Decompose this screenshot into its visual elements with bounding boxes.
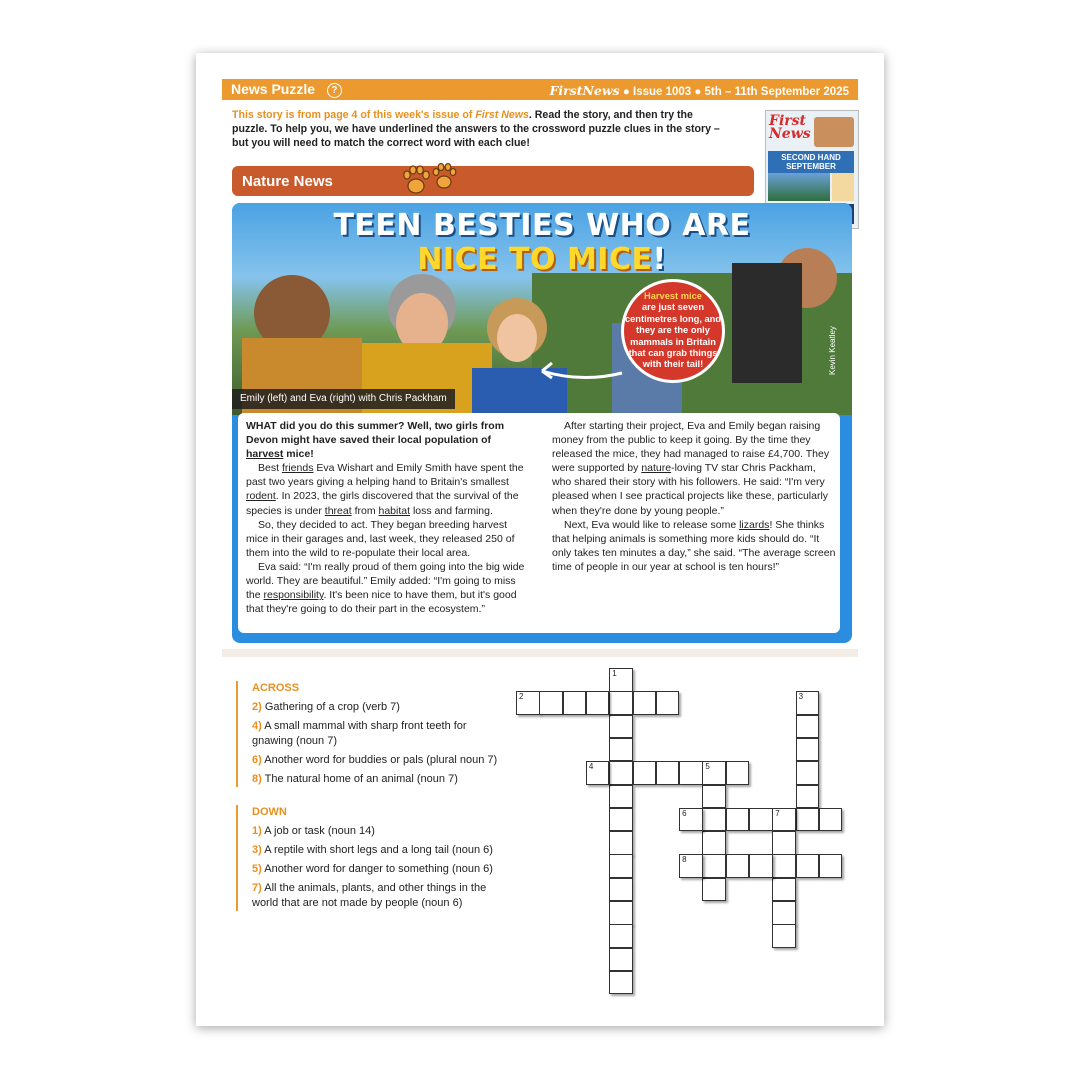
intro-publication: First News [475, 109, 529, 121]
crossword-cell[interactable] [609, 715, 633, 739]
cover-headline: SECOND HAND SEPTEMBER [768, 151, 854, 173]
down-heading: DOWN [252, 806, 287, 818]
clue-across-4: 4) A small mammal with sharp front teeth for gnawing (noun 7) [252, 720, 467, 747]
crossword-clue-number: 2 [519, 692, 524, 702]
crossword-cell[interactable] [749, 854, 773, 878]
crossword-cell[interactable] [702, 831, 726, 855]
crossword-cell[interactable] [749, 808, 773, 832]
crossword-clues [236, 681, 506, 915]
crossword-cell[interactable] [772, 831, 796, 855]
clue-down-7: 7) All the animals, plants, and other things in the world that are not made by people (noun 6) [252, 882, 487, 909]
crossword-cell[interactable] [656, 691, 680, 715]
crossword-cell[interactable] [633, 761, 657, 785]
crossword-cell[interactable] [609, 831, 633, 855]
article-paragraph: Next, Eva would like to release some lizards! She thinks that helping animals is something more kids should do. “It only takes ten minutes a day,” she said. “The average screen time of people in our year at school is ten hours!” [552, 518, 836, 573]
crossword-cell[interactable] [796, 715, 820, 739]
section-label: Nature News [242, 173, 333, 190]
article-column-left [246, 419, 530, 616]
crossword-cell[interactable] [772, 901, 796, 925]
clue-across-8: 8) The natural home of an animal (noun 7) [252, 773, 458, 785]
crossword-clue-number: 3 [798, 692, 804, 702]
article-column-right [552, 419, 836, 574]
crossword-cell[interactable] [702, 808, 726, 832]
paw-prints-icon [400, 160, 464, 200]
issue-info: ● Issue 1003 ● 5th – 11th September 2025 [622, 86, 849, 98]
crossword-cell[interactable] [609, 668, 633, 692]
crossword-cell[interactable] [586, 761, 610, 785]
fact-bubble-text: are just seven centimetres long, and they are the only mammals in Britain that can grab things with their tail! [624, 302, 722, 370]
crossword-cell[interactable] [819, 808, 843, 832]
crossword-clue-number: 5 [705, 762, 710, 772]
fact-bubble-title: Harvest mice [644, 291, 702, 301]
crossword-cell[interactable] [609, 808, 633, 832]
crossword-cell[interactable] [772, 878, 796, 902]
crossword-cell[interactable] [796, 785, 820, 809]
crossword-cell[interactable] [609, 785, 633, 809]
crossword-cell[interactable] [702, 761, 726, 785]
across-heading: ACROSS [252, 682, 300, 694]
crossword-cell[interactable] [702, 785, 726, 809]
crossword-cell[interactable] [726, 761, 750, 785]
clue-across-2: 2) Gathering of a crop (verb 7) [252, 701, 400, 713]
crossword-cell[interactable] [609, 948, 633, 972]
crossword-clue-number: 6 [682, 808, 687, 818]
crossword-cell[interactable] [679, 808, 703, 832]
crossword-clue-number: 1 [612, 669, 617, 678]
crossword-cell[interactable] [609, 854, 633, 878]
intro-rest: . Read the story, and then try the puzzle. To help you, we have underlined the answers to the crossword puzzle clues in the story – but you will need to match the correct word with each clue! [232, 109, 720, 149]
crossword-cell[interactable] [679, 854, 703, 878]
crossword-cell[interactable] [563, 691, 587, 715]
section-title: News Puzzle [231, 81, 316, 97]
crossword-cell[interactable] [586, 691, 610, 715]
crossword-cell[interactable] [726, 854, 750, 878]
crossword-cell[interactable] [656, 761, 680, 785]
crossword-cell[interactable] [772, 924, 796, 948]
article-card [232, 203, 852, 643]
cover-masthead: First News [769, 113, 811, 142]
crossword-cell[interactable] [633, 691, 657, 715]
crossword-clue-number: 7 [775, 808, 780, 818]
clue-down-3: 3) A reptile with short legs and a long tail (noun 6) [252, 844, 493, 856]
crossword-cell[interactable] [702, 854, 726, 878]
crossword-cell[interactable] [609, 924, 633, 948]
header-bar [222, 79, 858, 100]
crossword-cell[interactable] [609, 691, 633, 715]
article-lead: WHAT did you do this summer? Well, two girls from Devon might have saved their local population of harvest mice! [246, 420, 505, 461]
article-body [238, 413, 840, 633]
crossword-cell[interactable] [772, 854, 796, 878]
intro-highlight: This story is from page 4 of this week's issue of [232, 109, 473, 121]
cover-sidebar [832, 173, 854, 201]
across-clues [236, 681, 506, 787]
crossword-cell[interactable] [726, 808, 750, 832]
crossword-cell[interactable] [796, 691, 820, 715]
bubble-arrow-icon [512, 343, 632, 383]
cover-photo [814, 117, 854, 147]
crossword-cell[interactable] [679, 761, 703, 785]
clue-down-5: 5) Another word for danger to something (noun 6) [252, 863, 493, 875]
worksheet-page [196, 53, 884, 1026]
article-paragraph: Eva said: “I'm really proud of them going into the big wide world. They are beautiful.” Emily added: “I'm going to miss the responsibility. It's been nice to have them, but it's good that they're going to do their part in the ecosystem.” [246, 560, 525, 616]
crossword-clue-number: 8 [682, 855, 687, 865]
article-paragraph: So, they decided to act. They began breeding harvest mice in their garages and, last week, they released 250 of them into the wild to re-populate their local area. [246, 518, 515, 559]
down-clues [236, 805, 506, 911]
crossword-cell[interactable] [796, 738, 820, 762]
crossword-cell[interactable] [609, 901, 633, 925]
crossword-cell[interactable] [609, 971, 633, 995]
photo-caption: Emily (left) and Eva (right) with Chris Packham [232, 389, 455, 409]
crossword-cell[interactable] [796, 808, 820, 832]
crossword-clue-number: 4 [588, 762, 594, 772]
cover-scene [768, 173, 830, 201]
crossword-cell[interactable] [796, 761, 820, 785]
section-banner [232, 166, 754, 196]
crossword-cell[interactable] [516, 691, 540, 715]
article-paragraph: Best friends Eva Wishart and Emily Smith have spent the past two years giving a helping hand to Britain's smallest rodent. In 2023, the girls discovered that the survival of the species is under threat from habitat loss and farming. [246, 462, 524, 517]
clue-across-6: 6) Another word for buddies or pals (plural noun 7) [252, 754, 498, 766]
article-photo [232, 203, 852, 415]
torn-edge-divider [222, 649, 858, 657]
intro-text [232, 108, 722, 150]
article-paragraph: After starting their project, Eva and Emily began raising money from the public to keep it going. By the time they released the mice, they had managed to raise £4,700. They were supported by nature-loving TV star Chris Packham, who shared their story with his followers. He said: “I'm very pleased when I see practical projects like these, particularly when they're done by young people.” [552, 420, 830, 517]
crossword-cell[interactable] [819, 854, 843, 878]
crossword-cell[interactable] [609, 878, 633, 902]
clue-down-1: 1) A job or task (noun 14) [252, 825, 375, 837]
crossword-cell[interactable] [772, 808, 796, 832]
fact-bubble [621, 279, 725, 383]
brand-name: FirstNews [549, 83, 620, 98]
crossword-cell[interactable] [702, 878, 726, 902]
article-headline: TEEN BESTIES WHO ARE NICE TO MICE! [333, 208, 751, 277]
crossword-cell[interactable] [609, 761, 633, 785]
crossword-cell[interactable] [539, 691, 563, 715]
question-icon: ? [327, 83, 342, 98]
crossword-cell[interactable] [609, 738, 633, 762]
crossword-cell[interactable] [796, 854, 820, 878]
photo-credit: Kevin Keatley [828, 326, 837, 375]
